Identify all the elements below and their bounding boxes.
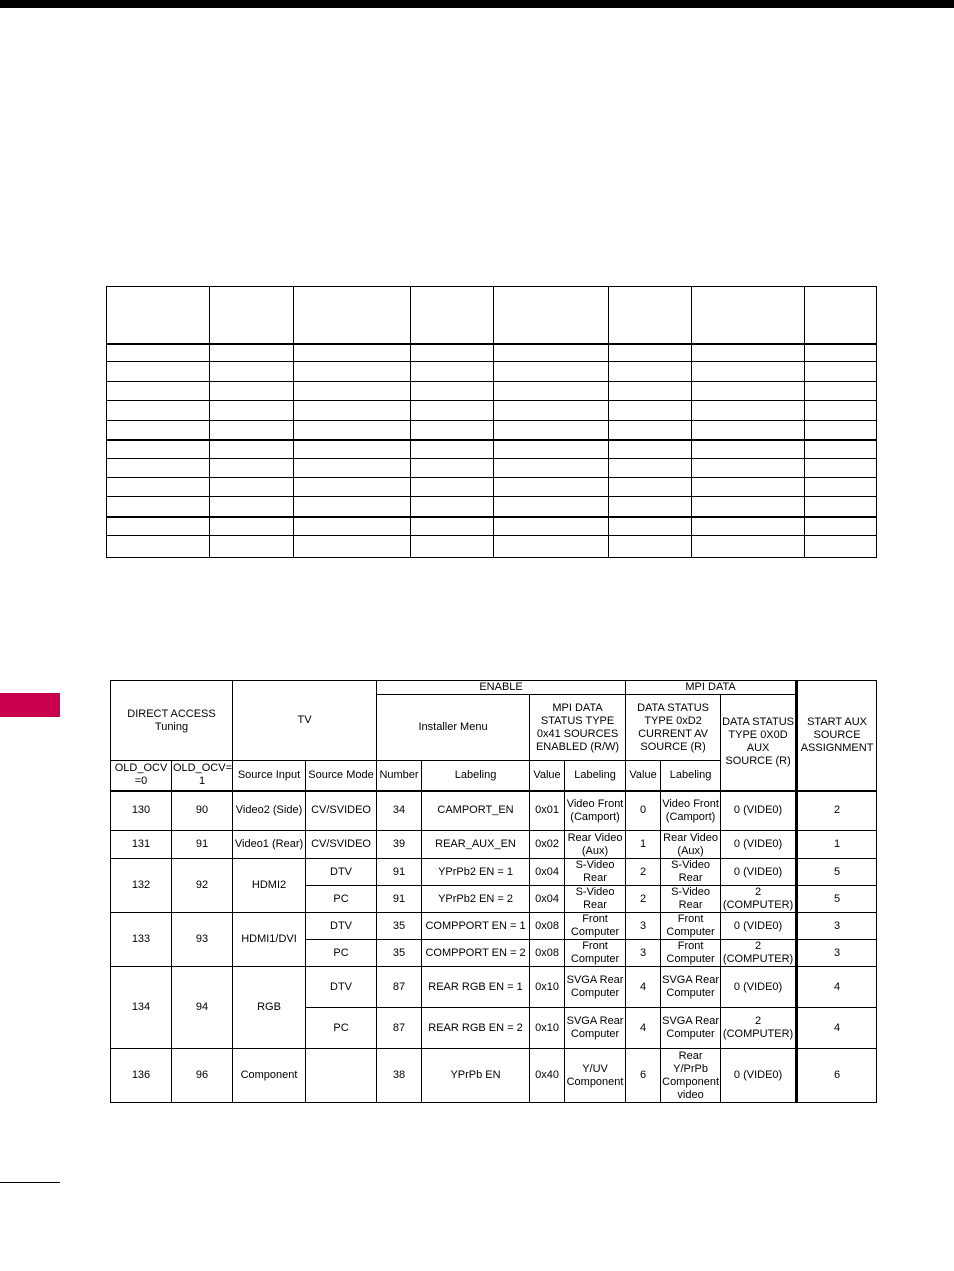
cell-source-input: HDMI1/DVI — [233, 913, 306, 967]
header-old-ocv0: OLD_OCV =0 — [111, 761, 172, 791]
table-row — [111, 1049, 877, 1103]
grid-row-line — [107, 496, 876, 497]
cell-value: 0x10 — [530, 967, 565, 1008]
cell-source-mode: CV/SVIDEO — [306, 831, 377, 859]
cell-ocv1: 96 — [172, 1049, 233, 1103]
cell-number: 91 — [377, 886, 422, 913]
cell-labeling-3: Rear Video (Aux) — [661, 831, 721, 859]
cell-value-2: 4 — [626, 1008, 661, 1049]
cell-source-mode: CV/SVIDEO — [306, 791, 377, 831]
cell-labeling-2: Y/UV Component — [565, 1049, 626, 1103]
cell-ocv1: 94 — [172, 967, 233, 1049]
header-value: Value — [530, 761, 565, 791]
grid-row-line — [107, 361, 876, 362]
cell-labeling-2: S-Video Rear — [565, 859, 626, 886]
top-rule — [0, 0, 954, 8]
grid-row-line — [107, 420, 876, 421]
cell-value-2: 6 — [626, 1049, 661, 1103]
cell-source-mode: DTV — [306, 859, 377, 886]
cell-ocv1: 93 — [172, 913, 233, 967]
cell-start-aux: 4 — [797, 967, 877, 1008]
header-source-input: Source Input — [233, 761, 306, 791]
empty-table-grid — [106, 286, 877, 558]
cell-number: 87 — [377, 967, 422, 1008]
cell-ocv1: 90 — [172, 791, 233, 831]
cell-aux-source: 2 (COMPUTER) — [721, 886, 797, 913]
cell-labeling-3: S-Video Rear — [661, 886, 721, 913]
cell-aux-source: 0 (VIDE0) — [721, 967, 797, 1008]
cell-ocv0: 133 — [111, 913, 172, 967]
cell-source-mode: DTV — [306, 913, 377, 940]
cell-labeling-2: Front Computer — [565, 940, 626, 967]
cell-ocv1: 91 — [172, 831, 233, 859]
cell-number: 38 — [377, 1049, 422, 1103]
cell-start-aux: 1 — [797, 831, 877, 859]
cell-labeling: REAR RGB EN = 2 — [422, 1008, 530, 1049]
cell-value: 0x04 — [530, 886, 565, 913]
cell-labeling-3: Video Front (Camport) — [661, 791, 721, 831]
cell-start-aux: 3 — [797, 940, 877, 967]
table-row — [111, 831, 877, 859]
cell-ocv1: 92 — [172, 859, 233, 913]
cell-aux-source: 0 (VIDE0) — [721, 831, 797, 859]
cell-labeling-2: S-Video Rear — [565, 886, 626, 913]
header-mpi-data: MPI DATA — [626, 681, 797, 695]
cell-source-mode: DTV — [306, 967, 377, 1008]
cell-start-aux: 6 — [797, 1049, 877, 1103]
cell-ocv0: 132 — [111, 859, 172, 913]
cell-labeling-3: Front Computer — [661, 913, 721, 940]
cell-ocv0: 130 — [111, 791, 172, 831]
cell-value: 0x08 — [530, 940, 565, 967]
grid-row-line — [107, 381, 876, 382]
cell-source-input: RGB — [233, 967, 306, 1049]
cell-value-2: 0 — [626, 791, 661, 831]
header-enable: ENABLE — [377, 681, 626, 695]
cell-labeling: COMPPORT EN = 1 — [422, 913, 530, 940]
cell-value: 0x40 — [530, 1049, 565, 1103]
header-labeling-3: Labeling — [661, 761, 721, 791]
cell-value: 0x10 — [530, 1008, 565, 1049]
grid-row-line — [107, 535, 876, 536]
cell-labeling: COMPPORT EN = 2 — [422, 940, 530, 967]
cell-number: 91 — [377, 859, 422, 886]
grid-row-line — [107, 516, 876, 518]
header-source-mode: Source Mode — [306, 761, 377, 791]
cell-labeling-3: SVGA Rear Computer — [661, 1008, 721, 1049]
cell-labeling: YPrPb EN — [422, 1049, 530, 1103]
cell-value-2: 1 — [626, 831, 661, 859]
header-labeling-2: Labeling — [565, 761, 626, 791]
cell-labeling: YPrPb2 EN = 2 — [422, 886, 530, 913]
cell-source-input: HDMI2 — [233, 859, 306, 913]
source-assignment-table — [110, 680, 877, 1103]
header-number: Number — [377, 761, 422, 791]
cell-ocv0: 134 — [111, 967, 172, 1049]
table-row — [111, 967, 877, 1008]
cell-aux-source: 0 (VIDE0) — [721, 791, 797, 831]
cell-aux-source: 0 (VIDE0) — [721, 859, 797, 886]
cell-labeling-2: Front Computer — [565, 913, 626, 940]
cell-value-2: 4 — [626, 967, 661, 1008]
grid-row-line — [107, 343, 876, 345]
cell-value: 0x08 — [530, 913, 565, 940]
header-data-status-0x0d: DATA STATUS TYPE 0X0D AUX SOURCE (R) — [721, 695, 797, 791]
cell-start-aux: 3 — [797, 913, 877, 940]
cell-labeling-3: SVGA Rear Computer — [661, 967, 721, 1008]
cell-labeling: CAMPORT_EN — [422, 791, 530, 831]
cell-source-input: Video2 (Side) — [233, 791, 306, 831]
header-tv: TV — [233, 681, 377, 761]
cell-labeling-3: Rear Y/PrPb Component video — [662, 1049, 719, 1101]
cell-start-aux: 5 — [797, 886, 877, 913]
cell-source-mode: PC — [306, 940, 377, 967]
cell-value-2: 3 — [626, 940, 661, 967]
header-labeling: Labeling — [422, 761, 530, 791]
cell-number: 35 — [377, 940, 422, 967]
cell-start-aux: 2 — [797, 791, 877, 831]
cell-value: 0x01 — [530, 791, 565, 831]
cell-labeling-2: Video Front (Camport) — [565, 791, 626, 831]
cell-source-input: Video1 (Rear) — [233, 831, 306, 859]
cell-labeling: YPrPb2 EN = 1 — [422, 859, 530, 886]
header-old-ocv1: OLD_OCV= 1 — [172, 761, 233, 791]
cell-source-mode: PC — [306, 1008, 377, 1049]
cell-ocv0: 131 — [111, 831, 172, 859]
header-start-aux: START AUX SOURCE ASSIGNMENT — [797, 681, 877, 791]
cell-source-mode — [306, 1049, 377, 1103]
cell-labeling-2: SVGA Rear Computer — [565, 1008, 626, 1049]
header-direct-access: DIRECT ACCESS Tuning — [111, 681, 233, 761]
cell-aux-source: 2 (COMPUTER) — [721, 1008, 797, 1049]
header-data-status-0xd2: DATA STATUS TYPE 0xD2 CURRENT AV SOURCE (R) — [626, 695, 721, 761]
footer-rule — [0, 1182, 60, 1183]
cell-number: 87 — [377, 1008, 422, 1049]
cell-labeling-3: Front Computer — [661, 940, 721, 967]
cell-number: 39 — [377, 831, 422, 859]
cell-labeling-3: S-Video Rear — [661, 859, 721, 886]
table-row — [111, 859, 877, 886]
cell-source-mode: PC — [306, 886, 377, 913]
cell-start-aux: 4 — [797, 1008, 877, 1049]
table-row — [111, 791, 877, 831]
grid-row-line — [107, 477, 876, 478]
header-installer-menu: Installer Menu — [377, 695, 530, 761]
cell-start-aux: 5 — [797, 859, 877, 886]
cell-value-2: 3 — [626, 913, 661, 940]
cell-aux-source: 2 (COMPUTER) — [721, 940, 797, 967]
header-value-2: Value — [626, 761, 661, 791]
section-tab-marker — [0, 693, 60, 717]
grid-row-line — [107, 439, 876, 441]
cell-value-2: 2 — [626, 859, 661, 886]
cell-aux-source: 0 (VIDE0) — [721, 1049, 797, 1103]
cell-source-input: Component — [233, 1049, 306, 1103]
grid-row-line — [107, 458, 876, 459]
cell-aux-source: 0 (VIDE0) — [721, 913, 797, 940]
cell-labeling: REAR RGB EN = 1 — [422, 967, 530, 1008]
cell-number: 34 — [377, 791, 422, 831]
cell-number: 35 — [377, 913, 422, 940]
table-row — [111, 913, 877, 940]
cell-value-2: 2 — [626, 886, 661, 913]
cell-labeling-2: Rear Video (Aux) — [565, 831, 626, 859]
cell-ocv0: 136 — [111, 1049, 172, 1103]
cell-labeling: REAR_AUX_EN — [422, 831, 530, 859]
cell-labeling-2: SVGA Rear Computer — [565, 967, 626, 1008]
header-mpi-status-0x41: MPI DATA STATUS TYPE 0x41 SOURCES ENABLED (R/W) — [530, 695, 626, 761]
cell-value: 0x02 — [530, 831, 565, 859]
grid-row-line — [107, 400, 876, 401]
cell-value: 0x04 — [530, 859, 565, 886]
